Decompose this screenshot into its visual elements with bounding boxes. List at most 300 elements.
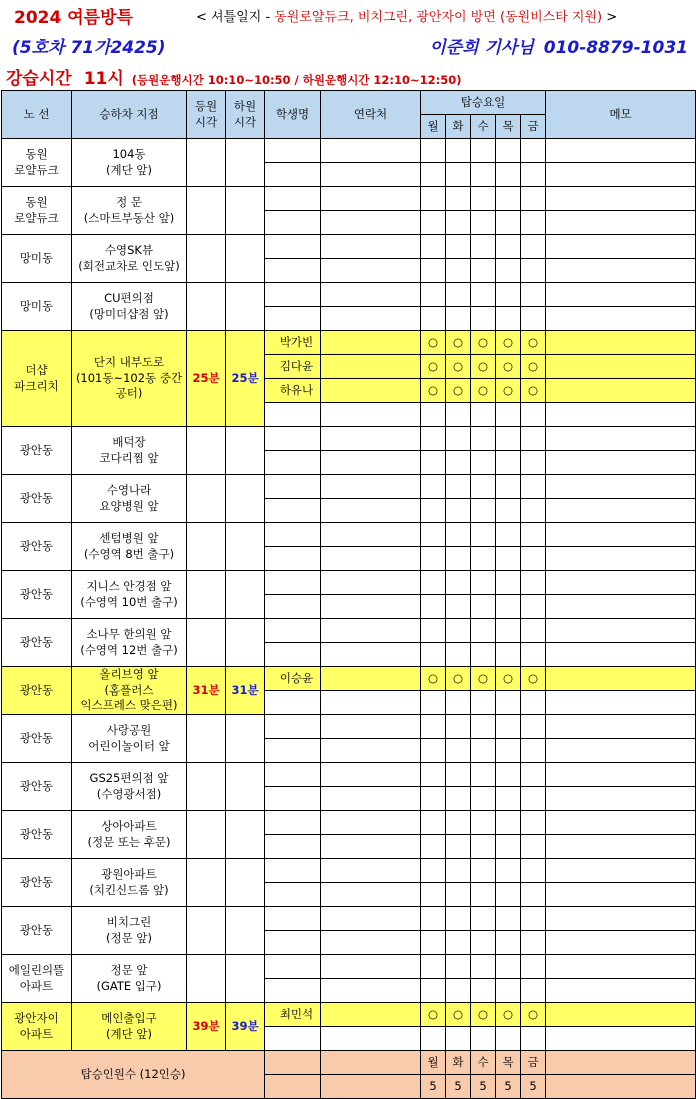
- route-text: 망미동: [19, 298, 54, 313]
- route-text: 로얄듀크: [14, 162, 59, 177]
- memo-cell: [546, 931, 696, 955]
- day-check-cell: [496, 571, 521, 595]
- route-text: 망미동: [19, 250, 54, 265]
- contact-cell: [321, 403, 421, 427]
- student-name-cell: [265, 427, 321, 451]
- day-check-cell: ○: [471, 331, 496, 355]
- route-text: 광안동: [19, 778, 54, 793]
- day-check-cell: ○: [521, 355, 546, 379]
- stop-text: (회전교차로 인도앞): [78, 258, 180, 273]
- student-name-cell: 최민석: [265, 1003, 321, 1027]
- route-text: 광안동: [19, 586, 54, 601]
- memo-cell: [546, 523, 696, 547]
- class-time-label: 강습시간: [6, 69, 72, 89]
- student-name-cell: [265, 739, 321, 763]
- day-check-cell: [496, 691, 521, 715]
- day-check-cell: [521, 643, 546, 667]
- col-depart-2: 시각: [233, 114, 257, 129]
- route-text: 동원: [25, 194, 48, 209]
- stop-text: (망미더샵점 앞): [89, 306, 169, 321]
- day-check-cell: [521, 595, 546, 619]
- depart-time-cell: 31분: [226, 667, 265, 715]
- footer-memo-cell: [546, 1051, 696, 1075]
- memo-cell: [546, 139, 696, 163]
- depart-time-cell: [226, 187, 265, 235]
- driver-phone: 010-8879-1031: [543, 38, 688, 58]
- day-check-cell: [421, 595, 446, 619]
- day-check-cell: [471, 307, 496, 331]
- day-check-cell: [521, 859, 546, 883]
- day-check-cell: [521, 619, 546, 643]
- col-depart-1: 하원: [233, 98, 257, 113]
- day-check-cell: [446, 283, 471, 307]
- day-check-cell: [421, 475, 446, 499]
- stop-cell: [72, 907, 187, 955]
- depart-time-cell: [226, 907, 265, 955]
- arrive-time-cell: [187, 955, 226, 1003]
- student-name-cell: [265, 235, 321, 259]
- day-check-cell: [421, 211, 446, 235]
- day-check-cell: [496, 595, 521, 619]
- route-cell: [2, 1003, 72, 1051]
- contact-cell: [321, 139, 421, 163]
- table-row: [2, 235, 696, 259]
- student-name-cell: [265, 451, 321, 475]
- route-text: 광안동: [19, 730, 54, 745]
- student-name-cell: [265, 1027, 321, 1051]
- day-check-cell: [471, 547, 496, 571]
- table-row: [2, 571, 696, 595]
- route-text: 광안동: [19, 682, 54, 697]
- shuttle-log-table: [1, 90, 696, 1099]
- depart-time-cell: [226, 283, 265, 331]
- day-check-cell: [471, 571, 496, 595]
- stop-cell: [72, 1003, 187, 1051]
- contact-cell: [321, 1003, 421, 1027]
- day-check-cell: [496, 739, 521, 763]
- route-text: 광안동: [19, 874, 54, 889]
- contact-cell: [321, 379, 421, 403]
- stop-text: (치킨신드롬 앞): [89, 882, 169, 897]
- day-check-cell: [421, 619, 446, 643]
- footer-blank-cell: [321, 1051, 421, 1075]
- route-text: 아파트: [19, 1026, 54, 1041]
- contact-cell: [321, 787, 421, 811]
- route-cell: [2, 619, 72, 667]
- day-check-cell: [471, 451, 496, 475]
- day-check-cell: [421, 499, 446, 523]
- contact-cell: [321, 355, 421, 379]
- student-name-cell: [265, 955, 321, 979]
- day-check-cell: [496, 547, 521, 571]
- day-check-cell: [521, 979, 546, 1003]
- arrive-time-cell: 31분: [187, 667, 226, 715]
- day-check-cell: ○: [446, 1003, 471, 1027]
- header-row-2: [0, 33, 696, 56]
- day-check-cell: [471, 1027, 496, 1051]
- memo-cell: [546, 595, 696, 619]
- arrive-time-cell: [187, 475, 226, 523]
- day-check-cell: [471, 811, 496, 835]
- footer-count-cell: 5: [471, 1075, 496, 1099]
- arrive-time-cell: [187, 187, 226, 235]
- table-row: [2, 907, 696, 931]
- memo-cell: [546, 187, 696, 211]
- day-check-cell: [446, 643, 471, 667]
- route-cell: [2, 139, 72, 187]
- stop-text: 수영SK뷰: [104, 242, 154, 257]
- day-check-cell: [446, 739, 471, 763]
- subtitle-prefix: < 셔틀일지 -: [196, 10, 275, 25]
- day-check-cell: [496, 835, 521, 859]
- day-check-cell: [521, 739, 546, 763]
- day-check-cell: [521, 307, 546, 331]
- day-check-cell: [496, 451, 521, 475]
- student-name-cell: [265, 883, 321, 907]
- day-check-cell: ○: [446, 355, 471, 379]
- arrive-time-cell: [187, 715, 226, 763]
- day-check-cell: [496, 235, 521, 259]
- route-text: 아파트: [19, 978, 54, 993]
- student-name-cell: [265, 523, 321, 547]
- day-check-cell: [446, 427, 471, 451]
- route-text: 더샵: [25, 362, 48, 377]
- memo-cell: [546, 163, 696, 187]
- day-check-cell: [521, 427, 546, 451]
- day-check-cell: [421, 739, 446, 763]
- depart-time-cell: [226, 955, 265, 1003]
- driver-info: [429, 33, 688, 58]
- day-check-cell: ○: [496, 355, 521, 379]
- route-text: 광안동: [19, 922, 54, 937]
- day-check-cell: ○: [471, 355, 496, 379]
- day-check-cell: [521, 763, 546, 787]
- day-check-cell: [496, 475, 521, 499]
- student-name-cell: [265, 691, 321, 715]
- day-check-cell: [496, 715, 521, 739]
- day-check-cell: [496, 307, 521, 331]
- student-name-cell: [265, 403, 321, 427]
- depart-time-cell: 39분: [226, 1003, 265, 1051]
- memo-cell: [546, 403, 696, 427]
- contact-cell: [321, 499, 421, 523]
- table-row: [2, 523, 696, 547]
- memo-cell: [546, 811, 696, 835]
- day-check-cell: [521, 571, 546, 595]
- day-check-cell: [446, 763, 471, 787]
- day-check-cell: [471, 187, 496, 211]
- contact-cell: [321, 739, 421, 763]
- day-check-cell: [471, 715, 496, 739]
- day-check-cell: [421, 451, 446, 475]
- day-check-cell: [521, 451, 546, 475]
- depart-time-cell: [226, 523, 265, 571]
- day-check-cell: [471, 859, 496, 883]
- day-check-cell: [521, 883, 546, 907]
- route-cell: [2, 235, 72, 283]
- day-check-cell: [421, 163, 446, 187]
- day-check-cell: ○: [496, 379, 521, 403]
- stop-text: (계단 앞): [106, 162, 152, 177]
- day-check-cell: [471, 883, 496, 907]
- stop-text: 센텀병원 앞: [99, 530, 159, 545]
- day-check-cell: ○: [421, 667, 446, 691]
- day-check-cell: [521, 907, 546, 931]
- footer-day-cell: 금: [521, 1051, 546, 1075]
- stop-text: (수영역 12번 출구): [80, 642, 178, 657]
- contact-cell: [321, 475, 421, 499]
- day-check-cell: [521, 835, 546, 859]
- day-check-cell: [471, 955, 496, 979]
- arrive-time-cell: [187, 619, 226, 667]
- memo-cell: [546, 235, 696, 259]
- student-name-cell: [265, 619, 321, 643]
- memo-cell: [546, 211, 696, 235]
- col-day-thu: 목: [496, 115, 521, 139]
- route-text: 에일린의뜰: [8, 962, 65, 977]
- contact-cell: [321, 643, 421, 667]
- stop-cell: [72, 571, 187, 619]
- contact-cell: [321, 1027, 421, 1051]
- student-name-cell: [265, 979, 321, 1003]
- day-check-cell: [496, 763, 521, 787]
- day-check-cell: [521, 403, 546, 427]
- day-check-cell: [471, 475, 496, 499]
- day-check-cell: [471, 211, 496, 235]
- day-check-cell: [521, 715, 546, 739]
- day-check-cell: [521, 955, 546, 979]
- day-check-cell: [421, 931, 446, 955]
- day-check-cell: [521, 787, 546, 811]
- day-check-cell: [421, 691, 446, 715]
- day-check-cell: [446, 259, 471, 283]
- day-check-cell: [446, 619, 471, 643]
- contact-cell: [321, 595, 421, 619]
- day-check-cell: [446, 1027, 471, 1051]
- day-check-cell: [446, 859, 471, 883]
- depart-time-cell: [226, 427, 265, 475]
- day-check-cell: [471, 739, 496, 763]
- student-name-cell: [265, 475, 321, 499]
- stop-cell: [72, 475, 187, 523]
- stop-cell: [72, 187, 187, 235]
- day-check-cell: [496, 163, 521, 187]
- day-check-cell: [496, 403, 521, 427]
- stop-cell: [72, 859, 187, 907]
- stop-cell: [72, 331, 187, 427]
- day-check-cell: ○: [421, 331, 446, 355]
- day-check-cell: [446, 235, 471, 259]
- arrive-time-cell: 39분: [187, 1003, 226, 1051]
- stop-text: 사랑공원: [106, 722, 152, 737]
- day-check-cell: [446, 787, 471, 811]
- day-check-cell: [421, 139, 446, 163]
- day-check-cell: ○: [421, 379, 446, 403]
- memo-cell: [546, 427, 696, 451]
- depart-time-cell: [226, 811, 265, 859]
- day-check-cell: [446, 211, 471, 235]
- stop-text: CU편의점: [104, 290, 154, 305]
- stop-text: GS25편의점 앞: [89, 770, 169, 785]
- day-check-cell: [421, 523, 446, 547]
- contact-cell: [321, 283, 421, 307]
- depart-time-cell: [226, 715, 265, 763]
- stop-text: 요양병원 앞: [99, 498, 159, 513]
- table-body: [2, 91, 696, 1099]
- day-check-cell: [496, 787, 521, 811]
- contact-cell: [321, 691, 421, 715]
- arrive-time-cell: [187, 763, 226, 811]
- memo-cell: [546, 907, 696, 931]
- stop-text: (수영광서점): [96, 786, 162, 801]
- stop-cell: [72, 619, 187, 667]
- table-row: [2, 427, 696, 451]
- day-check-cell: ○: [496, 331, 521, 355]
- day-check-cell: [421, 259, 446, 283]
- day-check-cell: [421, 571, 446, 595]
- day-check-cell: [421, 547, 446, 571]
- day-check-cell: [496, 931, 521, 955]
- stop-text: 올리브영 앞: [99, 667, 159, 682]
- memo-cell: [546, 1027, 696, 1051]
- student-name-cell: [265, 187, 321, 211]
- student-name-cell: [265, 859, 321, 883]
- memo-cell: [546, 763, 696, 787]
- contact-cell: [321, 211, 421, 235]
- stop-text: (홈플러스: [104, 682, 154, 697]
- day-check-cell: [421, 403, 446, 427]
- memo-cell: [546, 259, 696, 283]
- table-row: [2, 1003, 696, 1027]
- day-check-cell: [446, 979, 471, 1003]
- route-text: 로얄듀크: [14, 210, 59, 225]
- day-check-cell: [446, 955, 471, 979]
- contact-cell: [321, 859, 421, 883]
- day-check-cell: [421, 283, 446, 307]
- depart-time-cell: 25분: [226, 331, 265, 427]
- header-row-1: [0, 3, 696, 26]
- memo-cell: [546, 667, 696, 691]
- stop-text: (정문 앞): [106, 930, 152, 945]
- day-check-cell: [471, 979, 496, 1003]
- day-check-cell: [521, 691, 546, 715]
- table-row: [2, 331, 696, 355]
- day-check-cell: [421, 427, 446, 451]
- day-check-cell: [446, 811, 471, 835]
- day-check-cell: [471, 595, 496, 619]
- stop-text: 정문 앞: [110, 962, 148, 977]
- day-check-cell: ○: [471, 667, 496, 691]
- col-day-tue: 화: [446, 115, 471, 139]
- stop-cell: [72, 523, 187, 571]
- day-check-cell: [446, 163, 471, 187]
- route-cell: [2, 811, 72, 859]
- day-check-cell: [496, 139, 521, 163]
- day-check-cell: [471, 259, 496, 283]
- day-check-cell: ○: [471, 1003, 496, 1027]
- student-name-cell: [265, 931, 321, 955]
- day-check-cell: [521, 1027, 546, 1051]
- col-stop: 승하차 지점: [72, 91, 187, 139]
- col-depart: [226, 91, 265, 139]
- contact-cell: [321, 667, 421, 691]
- day-check-cell: [521, 499, 546, 523]
- table-row: [2, 283, 696, 307]
- day-check-cell: [446, 931, 471, 955]
- contact-cell: [321, 619, 421, 643]
- contact-cell: [321, 427, 421, 451]
- contact-cell: [321, 979, 421, 1003]
- footer-day-cell: 수: [471, 1051, 496, 1075]
- day-check-cell: [496, 643, 521, 667]
- student-name-cell: [265, 499, 321, 523]
- day-check-cell: [521, 211, 546, 235]
- stop-cell: [72, 283, 187, 331]
- class-time-value: 11시: [83, 69, 124, 89]
- stop-text: (수영역 8번 출구): [83, 546, 175, 561]
- stop-text: 소나무 한의원 앞: [86, 626, 172, 641]
- day-check-cell: ○: [521, 1003, 546, 1027]
- student-name-cell: [265, 283, 321, 307]
- day-check-cell: [421, 979, 446, 1003]
- contact-cell: [321, 331, 421, 355]
- contact-cell: [321, 763, 421, 787]
- day-check-cell: [446, 139, 471, 163]
- day-check-cell: ○: [446, 667, 471, 691]
- day-check-cell: [496, 883, 521, 907]
- memo-cell: [546, 835, 696, 859]
- day-check-cell: [421, 643, 446, 667]
- day-check-cell: [471, 163, 496, 187]
- day-check-cell: ○: [496, 1003, 521, 1027]
- stop-text: 수영나라: [106, 482, 152, 497]
- stop-cell: [72, 763, 187, 811]
- day-check-cell: [446, 475, 471, 499]
- route-cell: [2, 907, 72, 955]
- memo-cell: [546, 955, 696, 979]
- route-cell: [2, 427, 72, 475]
- day-check-cell: [471, 835, 496, 859]
- driver-name: 이준희 기사님: [429, 38, 534, 58]
- contact-cell: [321, 571, 421, 595]
- stop-text: 광원아파트: [101, 866, 157, 881]
- arrive-time-cell: [187, 571, 226, 619]
- contact-cell: [321, 187, 421, 211]
- footer-label: 탑승인원수 (12인승): [2, 1051, 265, 1099]
- day-check-cell: [471, 499, 496, 523]
- student-name-cell: [265, 595, 321, 619]
- col-arrive: [187, 91, 226, 139]
- day-check-cell: ○: [521, 331, 546, 355]
- memo-cell: [546, 691, 696, 715]
- col-contact: 연락처: [321, 91, 421, 139]
- day-check-cell: [446, 187, 471, 211]
- col-arrive-2: 시각: [194, 114, 218, 129]
- student-name-cell: 박가빈: [265, 331, 321, 355]
- day-check-cell: [446, 403, 471, 427]
- footer-day-cell: 월: [421, 1051, 446, 1075]
- contact-cell: [321, 259, 421, 283]
- day-check-cell: [521, 523, 546, 547]
- stop-text: (수영역 10번 출구): [80, 594, 178, 609]
- day-check-cell: [496, 259, 521, 283]
- day-check-cell: [496, 955, 521, 979]
- route-cell: [2, 763, 72, 811]
- stop-text: 메인출입구: [101, 1010, 157, 1025]
- col-route: 노 선: [2, 91, 72, 139]
- arrive-time-cell: [187, 523, 226, 571]
- day-check-cell: [521, 187, 546, 211]
